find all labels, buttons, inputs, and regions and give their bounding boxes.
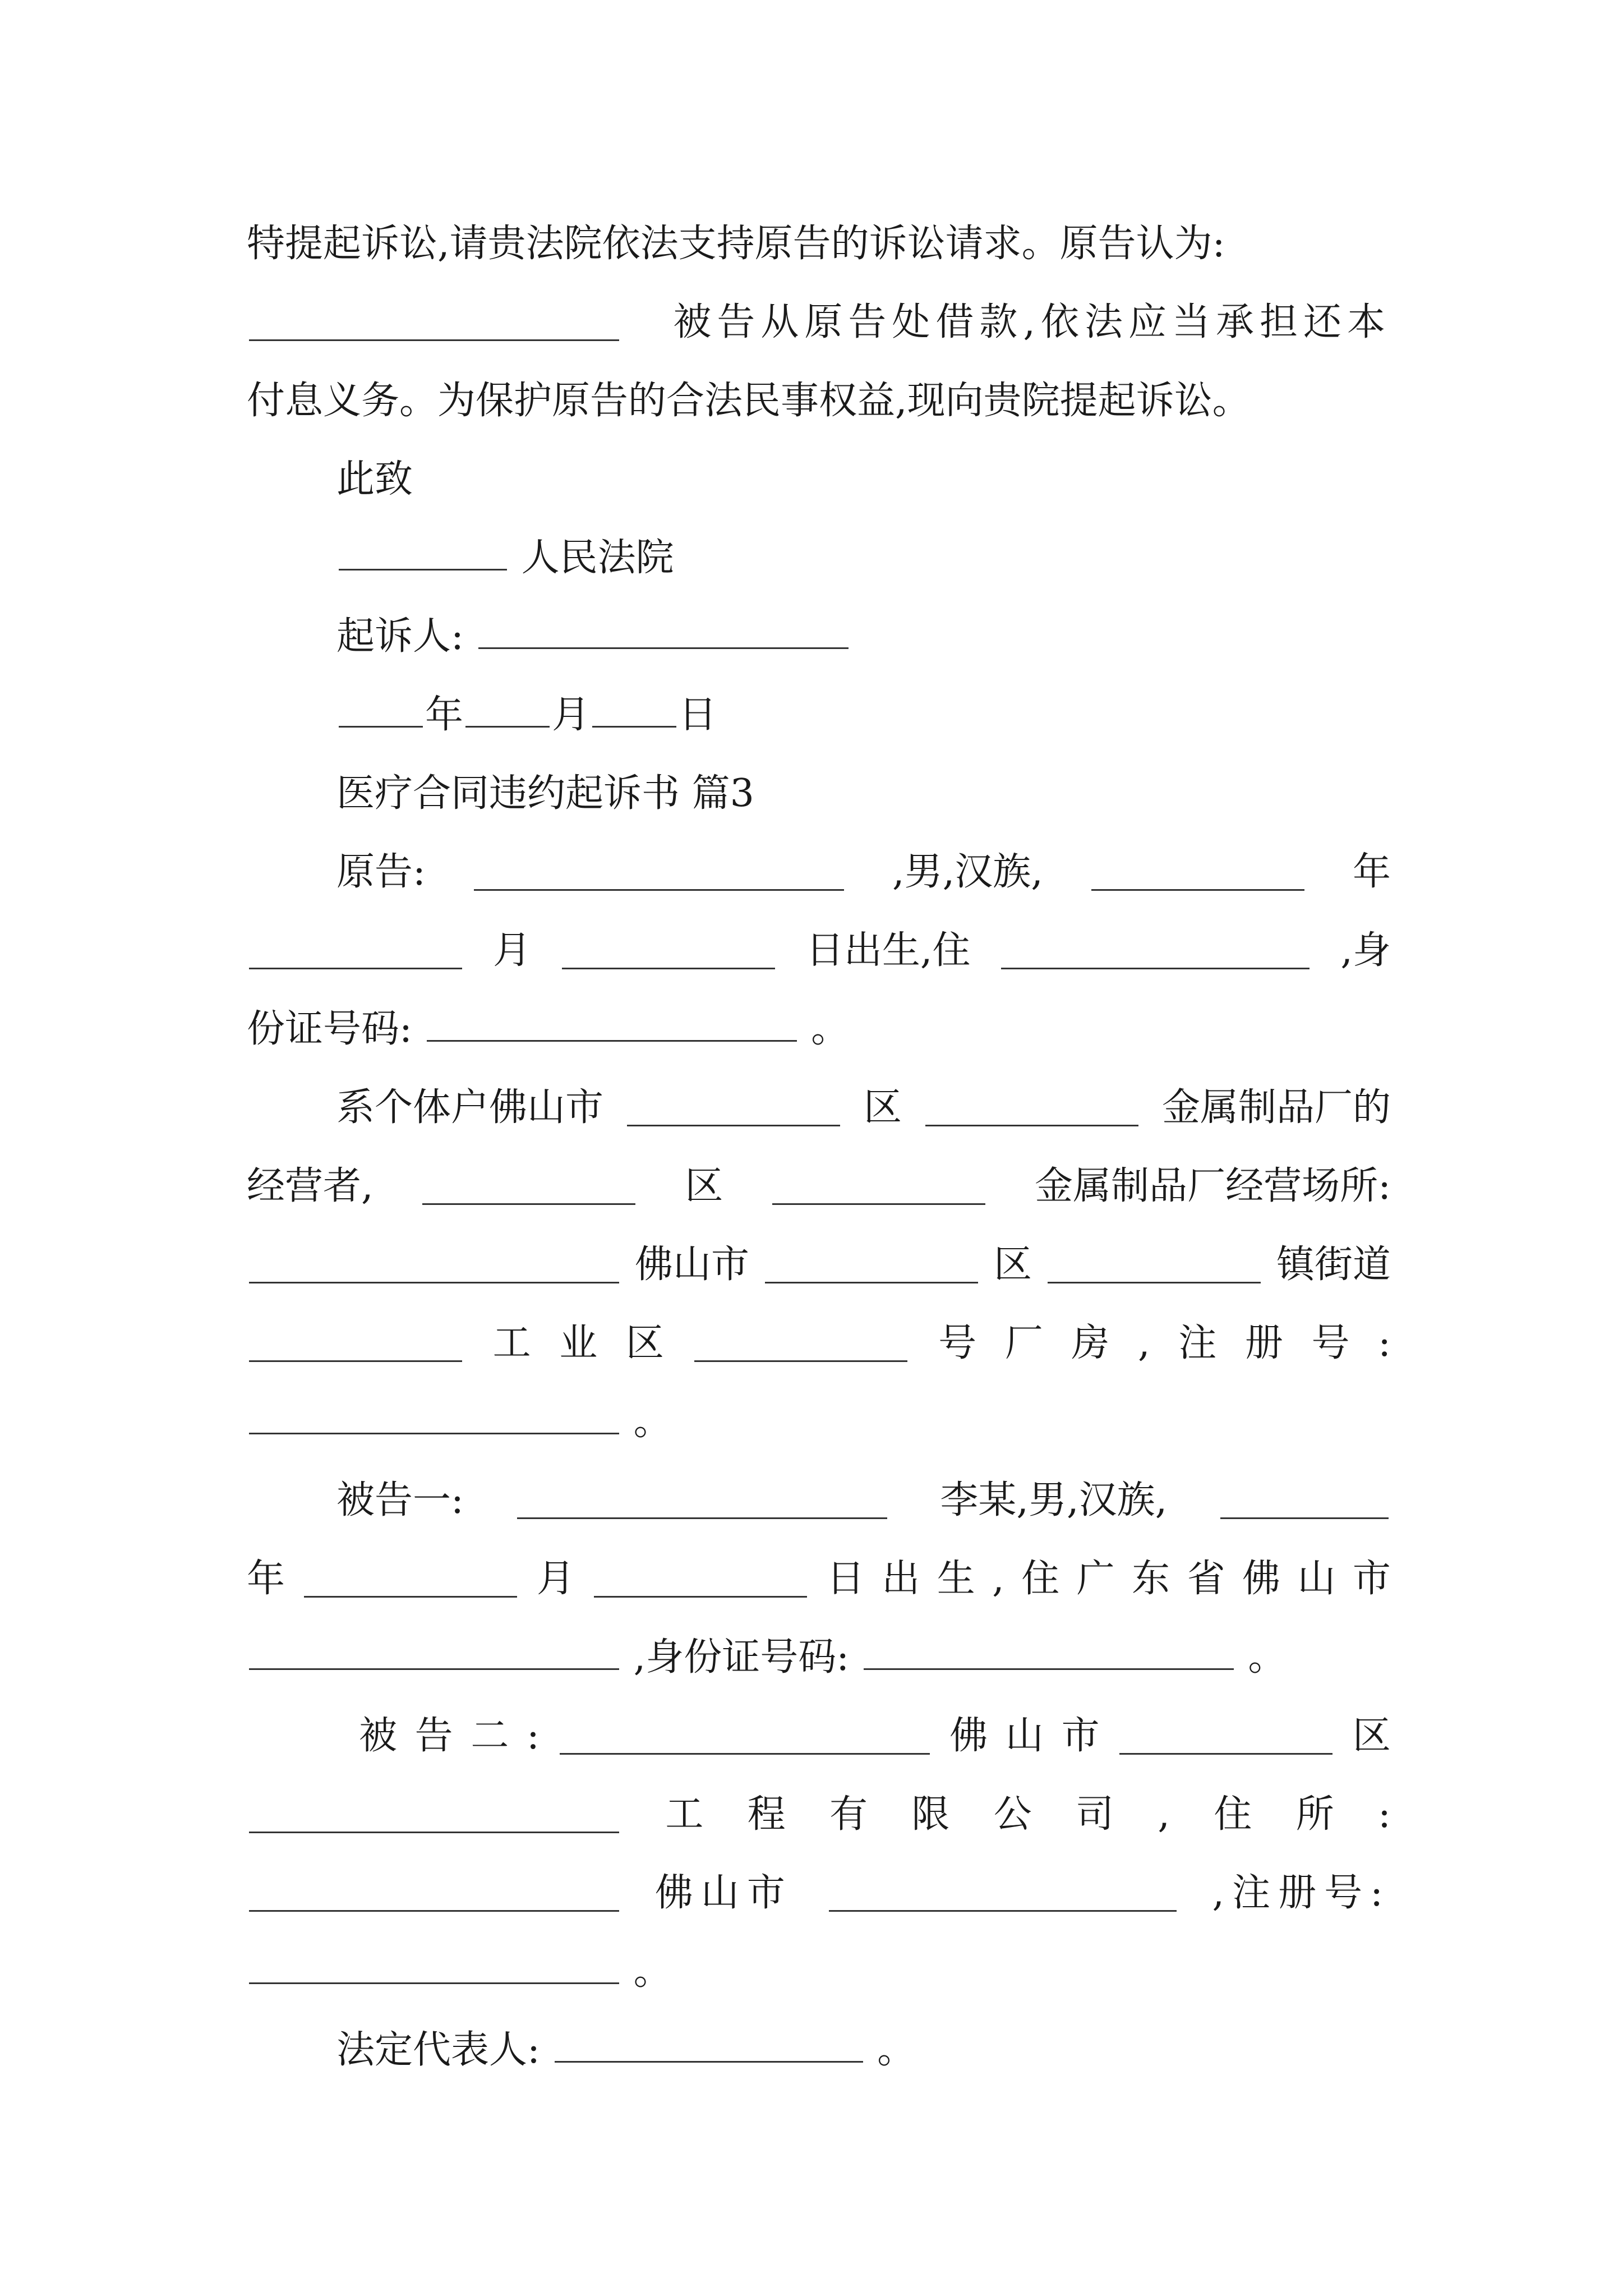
text: 。 <box>633 1400 672 1444</box>
text: 份证号码: <box>247 1007 412 1051</box>
text: , <box>1158 1792 1170 1837</box>
text: 注 <box>1178 1321 1217 1365</box>
text: ,身份证号码: <box>633 1635 850 1680</box>
blank-field[interactable] <box>427 1005 797 1042</box>
text: 经营者, <box>247 1164 374 1208</box>
text: 公 <box>993 1792 1032 1837</box>
plaintiff-line-6 <box>247 1234 1391 1296</box>
text: 金属制品厂经营场所: <box>1035 1164 1391 1208</box>
text: 起诉人: <box>336 614 464 659</box>
text: 有 <box>829 1792 868 1837</box>
blank-field[interactable] <box>474 854 844 891</box>
blank-field[interactable] <box>249 1247 619 1283</box>
text: 限 <box>911 1792 950 1837</box>
blank-field[interactable] <box>1091 854 1304 891</box>
text: : <box>1378 1792 1391 1837</box>
text: 付息义务。为保护原告的合法民事权益,现向贵院提起诉讼。 <box>247 379 1251 423</box>
text: , <box>992 1557 1004 1601</box>
text: 区 <box>993 1243 1032 1287</box>
closing-line <box>336 449 1391 510</box>
text: 。 <box>811 1007 850 1051</box>
defendant1-line-1 <box>336 1470 1391 1531</box>
text: 人民法院 <box>521 536 674 580</box>
text: ,身 <box>1340 928 1391 973</box>
blank-field[interactable] <box>422 1168 635 1205</box>
defendant2-line-2 <box>247 1784 1391 1846</box>
defendant2-line-1 <box>359 1705 1391 1767</box>
blank-field[interactable] <box>1220 1483 1389 1519</box>
text: 山 <box>1005 1714 1044 1758</box>
text: 。 <box>877 2028 916 2072</box>
blank-field[interactable] <box>925 1090 1138 1126</box>
blank-field[interactable] <box>249 1634 619 1670</box>
blank-field[interactable] <box>694 1326 907 1362</box>
plaintiff-line-7 <box>247 1313 1391 1374</box>
text: 市 <box>1352 1557 1391 1601</box>
text: 省 <box>1187 1557 1225 1601</box>
text: 区 <box>625 1321 664 1365</box>
text: 。 <box>1248 1635 1287 1680</box>
plaintiff-line-8 <box>247 1391 1391 1453</box>
blank-field[interactable] <box>249 305 619 341</box>
plaintiff-line-2 <box>247 920 1391 982</box>
text: 区 <box>685 1164 723 1208</box>
text: 告 <box>414 1714 453 1758</box>
text: 房 <box>1071 1321 1110 1365</box>
plaintiff-signature-line <box>336 606 1391 668</box>
text: 市 <box>1061 1714 1100 1758</box>
text: 工 <box>665 1792 704 1837</box>
court-line <box>336 527 1391 589</box>
text: 特提起诉讼,请贵法院依法支持原告的诉讼请求。原告认为: <box>247 222 1225 266</box>
blank-field[interactable] <box>339 534 507 570</box>
text: 工 <box>492 1321 531 1365</box>
blank-field[interactable] <box>249 1948 619 1984</box>
text: 号 <box>938 1321 977 1365</box>
text: 程 <box>747 1792 786 1837</box>
text: 被 <box>359 1714 398 1758</box>
blank-field[interactable] <box>339 691 423 728</box>
text: 系个体户佛山市 <box>336 1085 604 1130</box>
text: : <box>1378 1321 1391 1365</box>
text: 被告一: <box>336 1478 464 1522</box>
plaintiff-line-5 <box>247 1156 1391 1217</box>
blank-field[interactable] <box>1048 1247 1261 1283</box>
text: 金属制品厂的 <box>1161 1085 1391 1130</box>
text: 住 <box>1021 1557 1060 1601</box>
paragraph-line-1 <box>247 213 1391 275</box>
paragraph-line-3 <box>247 370 1391 432</box>
blank-field[interactable] <box>555 2026 863 2063</box>
text: 日 <box>679 693 717 737</box>
text: 业 <box>559 1321 598 1365</box>
plaintiff-line-4 <box>336 1077 1391 1139</box>
text: 医疗合同违约起诉书 篇3 <box>336 771 754 816</box>
blank-field[interactable] <box>829 1875 1177 1912</box>
text: 佛 <box>949 1714 988 1758</box>
text: 广 <box>1076 1557 1115 1601</box>
text: 东 <box>1132 1557 1170 1601</box>
text: 年 <box>247 1557 285 1601</box>
text: 佛山市 <box>654 1871 793 1915</box>
blank-field[interactable] <box>560 1718 930 1755</box>
blank-field[interactable] <box>594 1561 807 1598</box>
text: 年 <box>425 693 464 737</box>
text: 日 <box>826 1557 865 1601</box>
blank-field[interactable] <box>249 1875 619 1912</box>
blank-field[interactable] <box>465 691 550 728</box>
text: 佛山市 <box>634 1243 749 1287</box>
blank-field[interactable] <box>249 933 462 969</box>
text: 住 <box>1214 1792 1252 1837</box>
defendant1-line-2 <box>247 1548 1391 1610</box>
blank-field[interactable] <box>478 613 849 649</box>
text: , <box>1137 1321 1150 1365</box>
text: 生 <box>937 1557 975 1601</box>
blank-field[interactable] <box>864 1634 1234 1670</box>
text: 镇街道 <box>1276 1243 1391 1287</box>
text: 佛 <box>1242 1557 1281 1601</box>
section-heading <box>336 763 1391 825</box>
text: 号 <box>1311 1321 1350 1365</box>
text: 司 <box>1076 1792 1114 1837</box>
defendant1-line-3 <box>247 1627 1391 1688</box>
defendant2-line-4 <box>247 1941 1391 2003</box>
legal-representative-line <box>336 2019 1391 2081</box>
text: 册 <box>1244 1321 1283 1365</box>
blank-field[interactable] <box>517 1483 887 1519</box>
blank-field[interactable] <box>249 1797 619 1833</box>
text: 李某,男,汉族, <box>940 1478 1168 1522</box>
text: 月 <box>536 1557 575 1601</box>
text: 厂 <box>1004 1321 1043 1365</box>
text: 法定代表人: <box>336 2028 540 2072</box>
blank-field[interactable] <box>627 1090 840 1126</box>
text: 。 <box>633 1949 672 1994</box>
text: 月 <box>492 928 531 973</box>
text: 年 <box>1352 850 1391 894</box>
blank-field[interactable] <box>249 1326 462 1362</box>
text: 此致 <box>336 457 413 501</box>
blank-field[interactable] <box>765 1247 978 1283</box>
text: 被告从原告处借款,依法应当承担还本 <box>673 300 1391 344</box>
paragraph-line-2 <box>247 292 1391 353</box>
text: 区 <box>1352 1714 1391 1758</box>
blank-field[interactable] <box>562 933 775 969</box>
blank-field[interactable] <box>772 1168 985 1205</box>
plaintiff-line-3 <box>247 999 1391 1060</box>
text: ,注册号: <box>1212 1871 1391 1915</box>
text: ,男,汉族, <box>892 850 1043 894</box>
blank-field[interactable] <box>249 1398 619 1434</box>
text: : <box>527 1714 540 1758</box>
text: 出 <box>882 1557 920 1601</box>
plaintiff-line-1 <box>336 841 1391 903</box>
text: 区 <box>863 1085 902 1130</box>
text: 日出生,住 <box>805 928 971 973</box>
text: 所 <box>1295 1792 1334 1837</box>
blank-field[interactable] <box>1001 933 1310 969</box>
blank-field[interactable] <box>304 1561 517 1598</box>
blank-field[interactable] <box>1119 1718 1332 1755</box>
date-line <box>336 684 1391 746</box>
text: 二 <box>471 1714 509 1758</box>
defendant2-line-3 <box>247 1862 1391 1924</box>
text: 月 <box>552 693 591 737</box>
blank-field[interactable] <box>592 691 676 728</box>
text: 山 <box>1297 1557 1336 1601</box>
text: 原告: <box>336 850 426 894</box>
